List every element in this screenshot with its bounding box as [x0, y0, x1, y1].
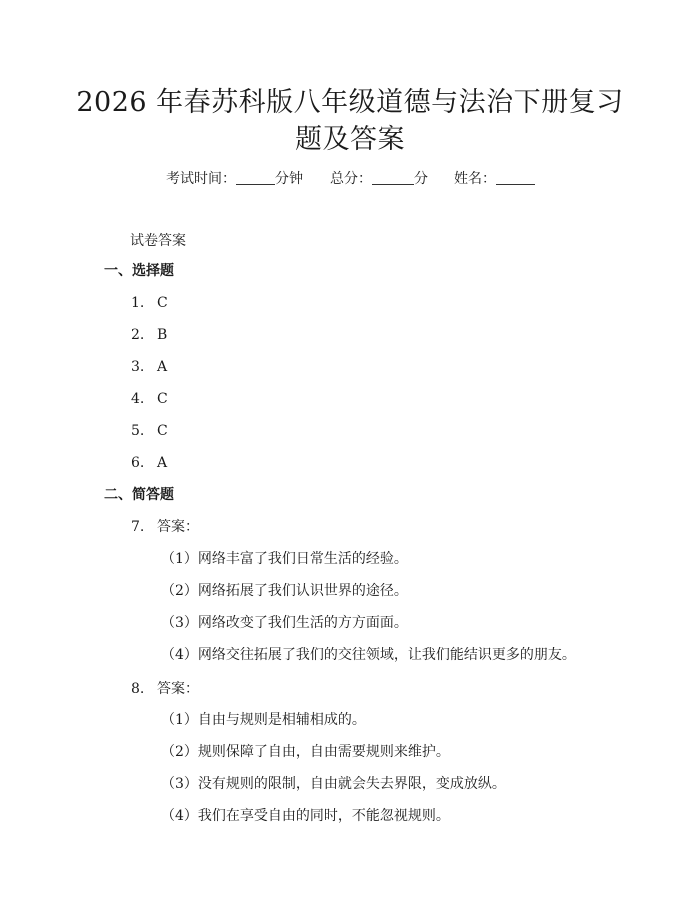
- answer-item: [131, 294, 168, 312]
- answer-point: （2）规则保障了自由，自由需要规则来维护。: [161, 744, 450, 760]
- total-score-label: 总分：: [330, 171, 372, 187]
- answer-item: [131, 680, 199, 698]
- answer-point: （3）没有规则的限制，自由就会失去界限，变成放纵。: [161, 776, 506, 792]
- total-score-field: [330, 170, 428, 188]
- exam-time-unit: 分钟: [275, 171, 303, 187]
- answer-point: （1）网络丰富了我们日常生活的经验。: [161, 551, 408, 567]
- document-title-continued: 题及答案: [295, 124, 405, 155]
- answer-point: （2）网络拓展了我们认识世界的途径。: [161, 583, 408, 599]
- question-answer: A: [157, 359, 168, 375]
- answer-item: [131, 390, 168, 408]
- question-answer: C: [157, 295, 168, 311]
- question-answer: 答案：: [157, 519, 199, 535]
- question-answer: 答案：: [157, 681, 199, 697]
- answer-point: （1）自由与规则是相辅相成的。: [161, 712, 366, 728]
- question-number: 7.: [131, 519, 145, 535]
- question-answer: B: [157, 327, 168, 343]
- question-answer: C: [157, 423, 168, 439]
- exam-time-field: [166, 170, 303, 188]
- section-heading-short-answer: 二、简答题: [104, 487, 174, 503]
- answer-item: [131, 326, 167, 344]
- student-name-blank: [496, 172, 535, 185]
- answer-item: [131, 454, 167, 472]
- question-number: 8.: [131, 681, 145, 697]
- total-score-blank: [372, 172, 414, 185]
- question-number: 5.: [131, 423, 145, 439]
- student-name-field: [454, 170, 535, 188]
- exam-time-label: 考试时间：: [166, 171, 236, 187]
- answer-point: （4）我们在享受自由的同时，不能忽视规则。: [161, 808, 450, 824]
- question-number: 6.: [131, 455, 145, 471]
- question-number: 2.: [131, 327, 145, 343]
- student-name-label: 姓名：: [454, 171, 496, 187]
- answer-point: （3）网络改变了我们生活的方方面面。: [161, 615, 408, 631]
- answer-item: [131, 422, 168, 440]
- section-heading-choice: 一、选择题: [104, 263, 174, 279]
- exam-time-blank: [236, 172, 275, 185]
- answers-heading: 试卷答案: [130, 233, 186, 249]
- total-score-unit: 分: [414, 171, 428, 187]
- answer-item: [131, 518, 199, 536]
- question-answer: A: [157, 455, 168, 471]
- answer-point: （4）网络交往拓展了我们的交往领域，让我们能结识更多的朋友。: [161, 647, 576, 663]
- question-answer: C: [157, 391, 168, 407]
- answer-item: [131, 358, 167, 376]
- document-title: 2026 年春苏科版八年级道德与法治下册复习: [76, 87, 624, 118]
- question-number: 3.: [131, 359, 145, 375]
- question-number: 1.: [131, 295, 145, 311]
- question-number: 4.: [131, 391, 145, 407]
